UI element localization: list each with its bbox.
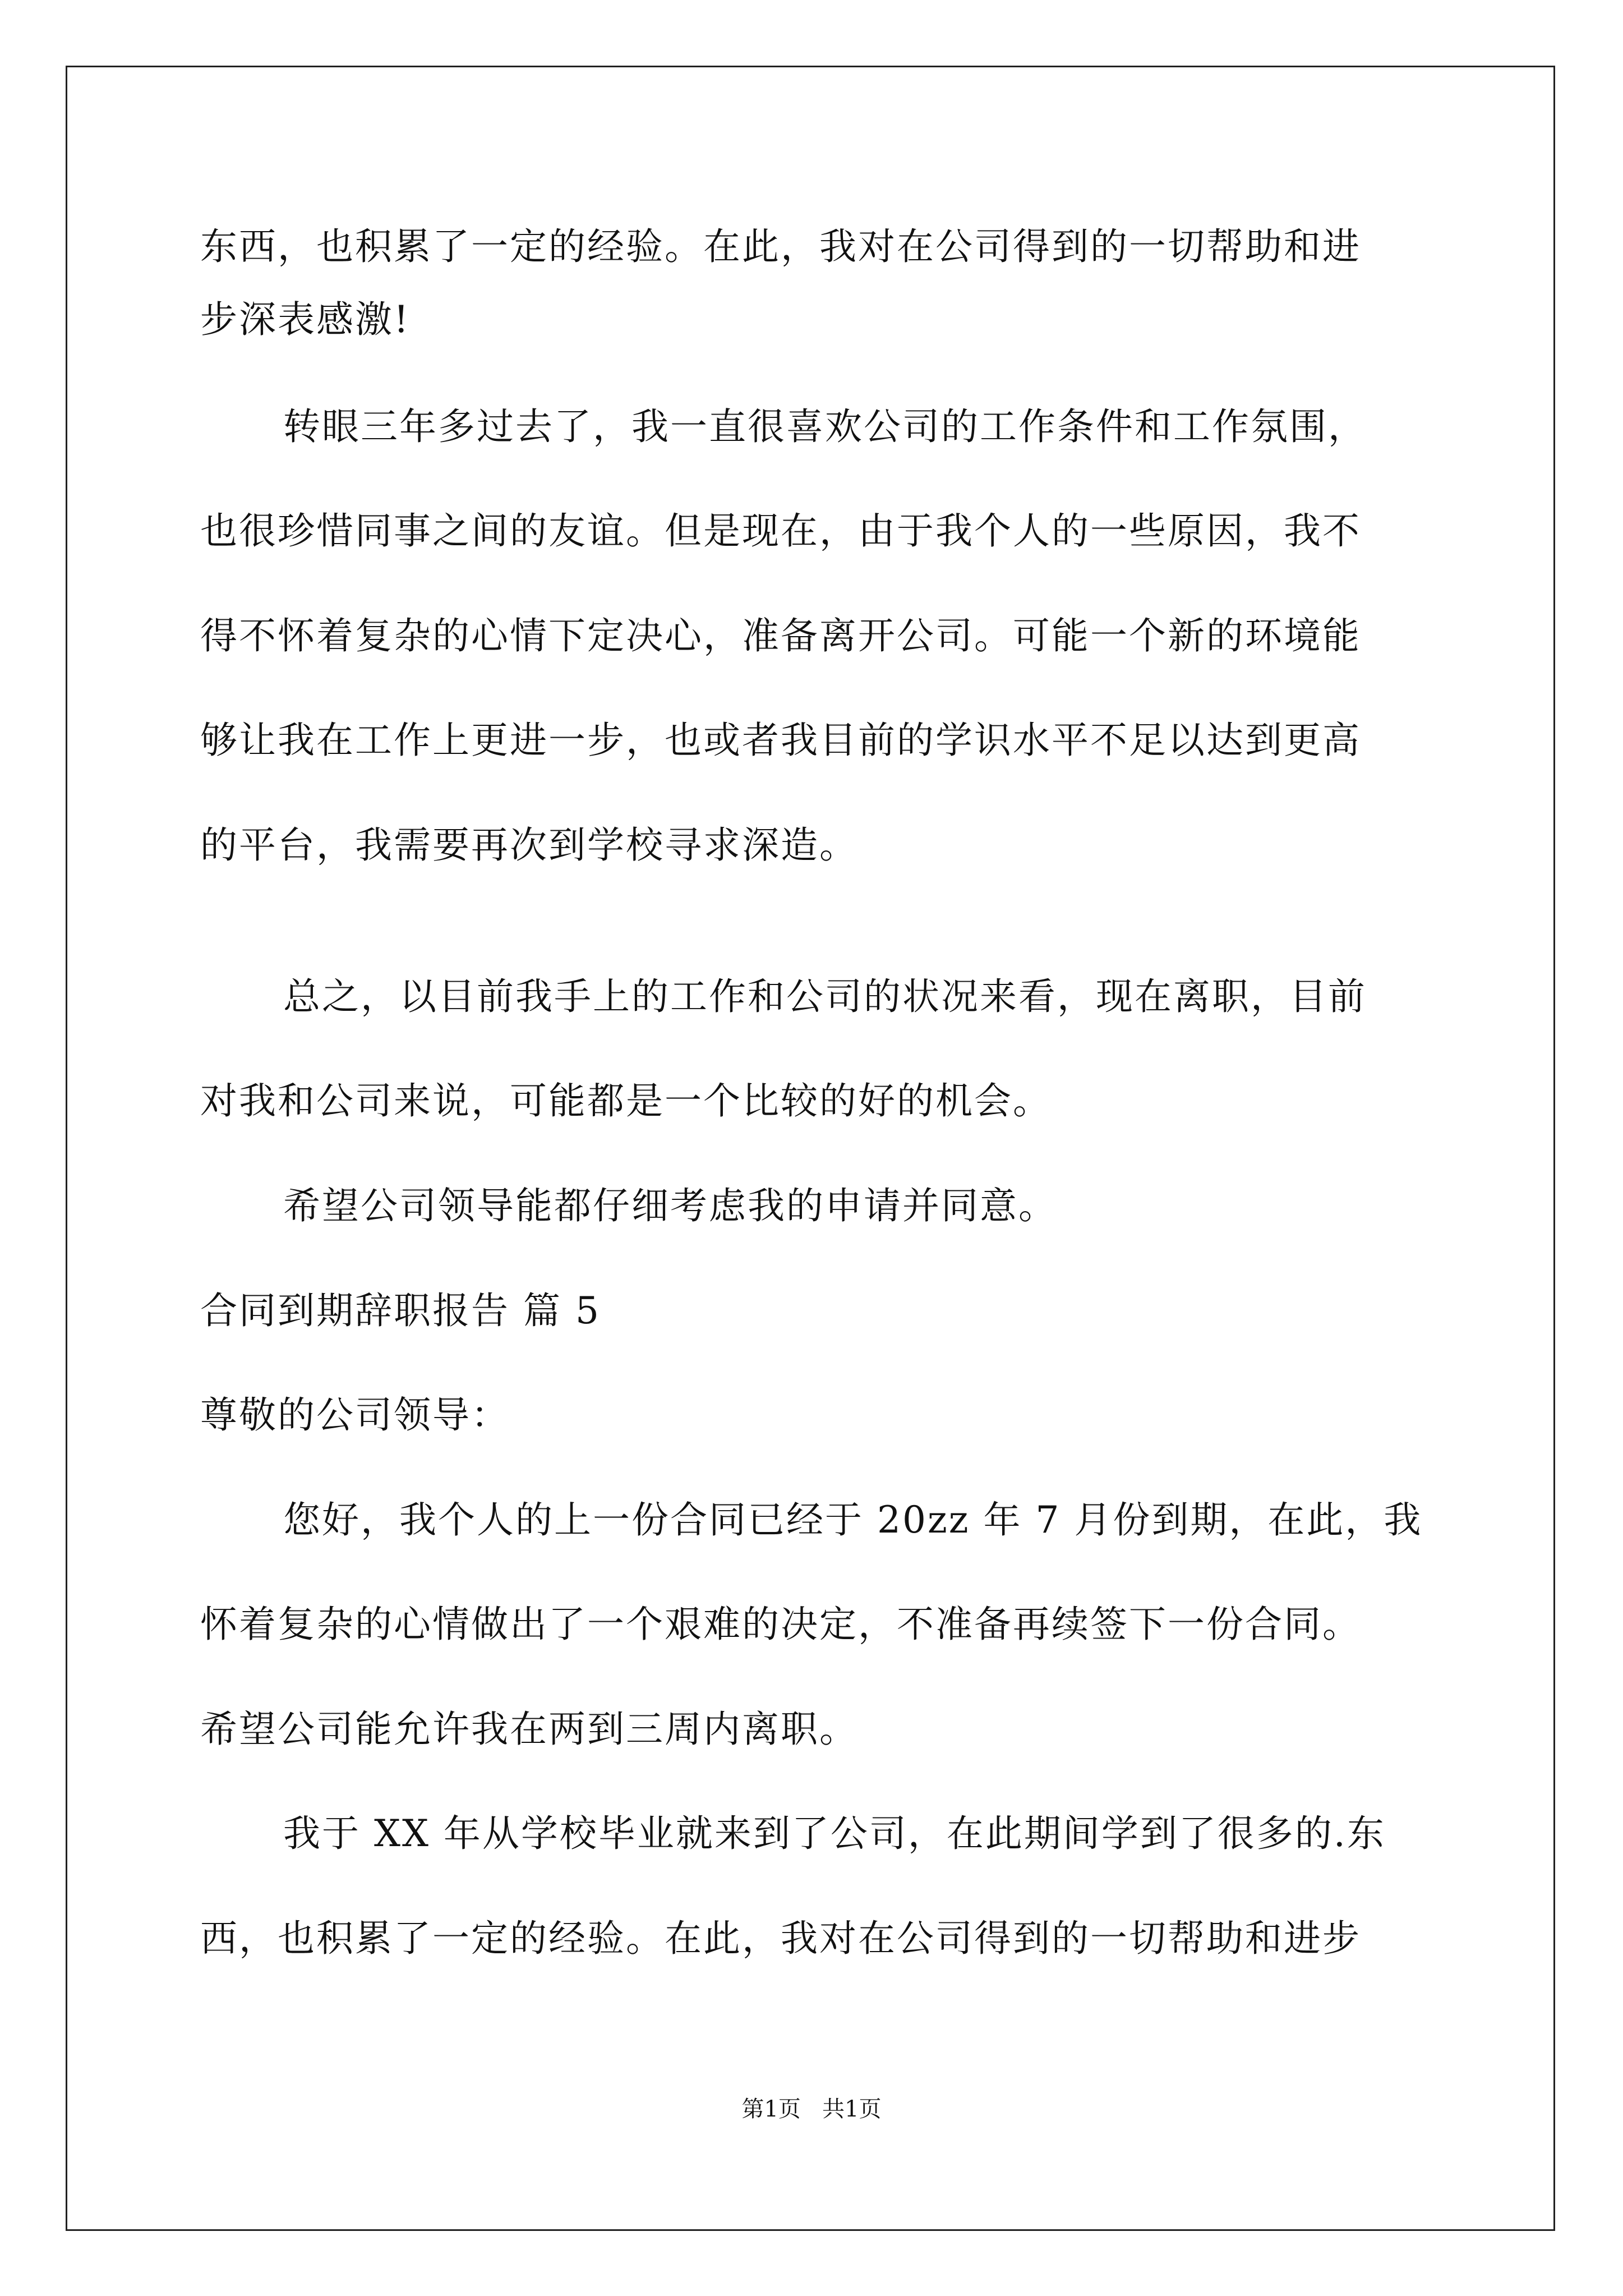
body-line: 的平台，我需要再次到学校寻求深造。 [200,823,858,867]
paragraph-start-line: 希望公司领导能都仔细考虑我的申请并同意。 [283,1184,1057,1227]
body-line: 东西，也积累了一定的经验。在此，我对在公司得到的一切帮助和进 [200,225,1361,268]
page-border [66,66,1555,2231]
paragraph-start-line: 转眼三年多过去了，我一直很喜欢公司的工作条件和工作氛围， [283,405,1367,448]
body-line: 希望公司能允许我在两到三周内离职。 [200,1708,858,1751]
body-line: 步深表感激! [200,298,411,341]
paragraph-start-line: 总之，以目前我手上的工作和公司的状况来看，现在离职，目前 [283,975,1367,1018]
paragraph-start-line: 您好，我个人的上一份合同已经于 20zz 年 7 月份到期，在此，我 [283,1498,1423,1542]
section-heading: 合同到期辞职报告 篇 5 [200,1289,601,1332]
body-line: 对我和公司来说，可能都是一个比较的好的机会。 [200,1079,1052,1122]
body-line: 也很珍惜同事之间的友谊。但是现在，由于我个人的一些原因，我不 [200,509,1361,553]
body-line: 得不怀着复杂的心情下定决心，准备离开公司。可能一个新的环境能 [200,614,1361,657]
salutation: 尊敬的公司领导： [200,1393,510,1437]
body-line: 西，也积累了一定的经验。在此，我对在公司得到的一切帮助和进步 [200,1917,1361,1960]
body-line: 够让我在工作上更进一步，也或者我目前的学识水平不足以达到更高 [200,719,1361,762]
page-number-footer: 第1页 共1页 [741,2096,882,2122]
body-line: 怀着复杂的心情做出了一个艰难的决定，不准备再续签下一份合同。 [200,1603,1361,1646]
paragraph-start-line: 我于 XX 年从学校毕业就来到了公司，在此期间学到了很多的.东 [283,1812,1386,1855]
